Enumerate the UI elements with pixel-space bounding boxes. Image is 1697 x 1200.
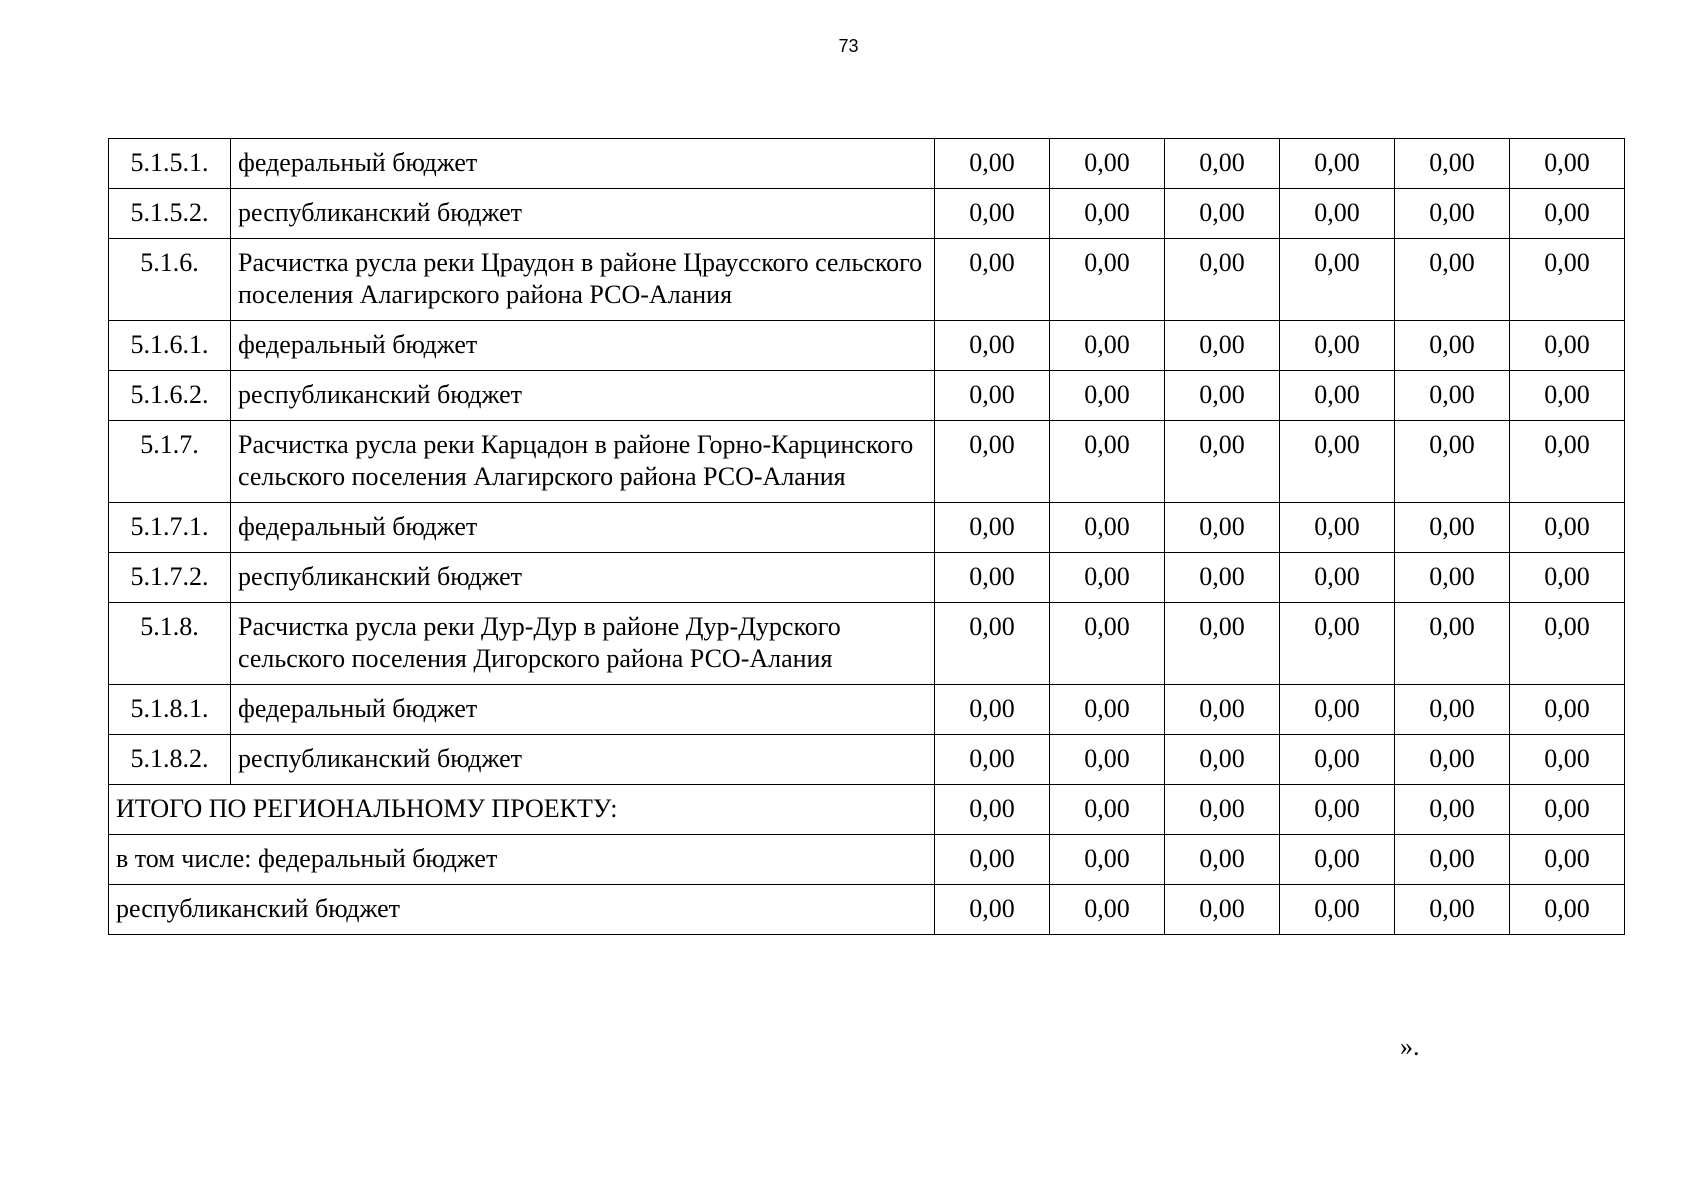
row-value-cell: 0,00 — [1395, 553, 1510, 603]
row-value-cell: 0,00 — [935, 685, 1050, 735]
totals-value-cell: 0,00 — [1510, 835, 1625, 885]
row-value-cell: 0,00 — [1050, 503, 1165, 553]
totals-value-cell: 0,00 — [1395, 835, 1510, 885]
row-value-cell: 0,00 — [935, 421, 1050, 503]
row-value-cell: 0,00 — [1510, 603, 1625, 685]
totals-label-cell: республиканский бюджет — [109, 885, 935, 935]
row-value-cell: 0,00 — [1050, 603, 1165, 685]
row-value-cell: 0,00 — [1165, 139, 1280, 189]
row-value-cell: 0,00 — [1395, 421, 1510, 503]
table-row — [109, 503, 1625, 553]
row-value-cell: 0,00 — [1510, 735, 1625, 785]
table-row — [109, 321, 1625, 371]
row-code-cell: 5.1.5.2. — [109, 189, 231, 239]
table-row — [109, 421, 1625, 503]
totals-value-cell: 0,00 — [1280, 885, 1395, 935]
row-code-cell: 5.1.6.2. — [109, 371, 231, 421]
row-code-cell: 5.1.7. — [109, 421, 231, 503]
row-name-cell: Расчистка русла реки Цраудон в районе Цраусского сельского поселения Алагирского района РСО-Алания — [231, 239, 935, 321]
row-value-cell: 0,00 — [935, 189, 1050, 239]
budget-table-body — [109, 139, 1625, 935]
row-value-cell: 0,00 — [1510, 553, 1625, 603]
row-value-cell: 0,00 — [1280, 421, 1395, 503]
totals-value-cell: 0,00 — [1280, 835, 1395, 885]
row-value-cell: 0,00 — [935, 553, 1050, 603]
row-code-cell: 5.1.8.2. — [109, 735, 231, 785]
row-value-cell: 0,00 — [1280, 189, 1395, 239]
totals-row — [109, 835, 1625, 885]
row-value-cell: 0,00 — [1280, 503, 1395, 553]
page-number: 73 — [838, 36, 859, 56]
row-value-cell: 0,00 — [935, 503, 1050, 553]
row-value-cell: 0,00 — [1050, 239, 1165, 321]
totals-row — [109, 785, 1625, 835]
row-name-cell: Расчистка русла реки Карцадон в районе Горно-Карцинского сельского поселения Алагирского района РСО-Алания — [231, 421, 935, 503]
row-value-cell: 0,00 — [1510, 421, 1625, 503]
table-row — [109, 685, 1625, 735]
budget-table — [108, 138, 1625, 935]
row-name-cell: республиканский бюджет — [231, 189, 935, 239]
totals-value-cell: 0,00 — [1510, 785, 1625, 835]
row-value-cell: 0,00 — [1395, 735, 1510, 785]
totals-value-cell: 0,00 — [935, 835, 1050, 885]
row-value-cell: 0,00 — [1395, 603, 1510, 685]
totals-value-cell: 0,00 — [1395, 785, 1510, 835]
totals-label-cell: ИТОГО ПО РЕГИОНАЛЬНОМУ ПРОЕКТУ: — [109, 785, 935, 835]
row-value-cell: 0,00 — [1280, 603, 1395, 685]
row-value-cell: 0,00 — [1165, 603, 1280, 685]
row-name-cell: республиканский бюджет — [231, 371, 935, 421]
totals-label-cell: в том числе: федеральный бюджет — [109, 835, 935, 885]
row-value-cell: 0,00 — [1050, 189, 1165, 239]
row-value-cell: 0,00 — [1050, 685, 1165, 735]
table-row — [109, 239, 1625, 321]
row-value-cell: 0,00 — [1165, 189, 1280, 239]
row-value-cell: 0,00 — [1165, 239, 1280, 321]
row-value-cell: 0,00 — [1165, 421, 1280, 503]
row-value-cell: 0,00 — [1510, 239, 1625, 321]
totals-value-cell: 0,00 — [1050, 835, 1165, 885]
row-value-cell: 0,00 — [1280, 139, 1395, 189]
row-name-cell: федеральный бюджет — [231, 321, 935, 371]
totals-row — [109, 885, 1625, 935]
table-row — [109, 139, 1625, 189]
row-value-cell: 0,00 — [935, 603, 1050, 685]
row-value-cell: 0,00 — [935, 139, 1050, 189]
row-value-cell: 0,00 — [1280, 371, 1395, 421]
totals-value-cell: 0,00 — [1050, 785, 1165, 835]
row-code-cell: 5.1.7.1. — [109, 503, 231, 553]
row-value-cell: 0,00 — [1165, 685, 1280, 735]
totals-value-cell: 0,00 — [1165, 835, 1280, 885]
table-row — [109, 735, 1625, 785]
row-code-cell: 5.1.5.1. — [109, 139, 231, 189]
row-value-cell: 0,00 — [935, 735, 1050, 785]
row-value-cell: 0,00 — [1395, 139, 1510, 189]
row-value-cell: 0,00 — [1280, 239, 1395, 321]
row-code-cell: 5.1.6. — [109, 239, 231, 321]
totals-value-cell: 0,00 — [1280, 785, 1395, 835]
row-code-cell: 5.1.8. — [109, 603, 231, 685]
row-value-cell: 0,00 — [1395, 239, 1510, 321]
row-value-cell: 0,00 — [1050, 735, 1165, 785]
row-value-cell: 0,00 — [1050, 321, 1165, 371]
totals-value-cell: 0,00 — [1165, 885, 1280, 935]
table-row — [109, 371, 1625, 421]
row-value-cell: 0,00 — [1165, 735, 1280, 785]
totals-value-cell: 0,00 — [1395, 885, 1510, 935]
row-value-cell: 0,00 — [1050, 371, 1165, 421]
row-value-cell: 0,00 — [1395, 189, 1510, 239]
row-value-cell: 0,00 — [1280, 735, 1395, 785]
row-value-cell: 0,00 — [1165, 371, 1280, 421]
row-value-cell: 0,00 — [1510, 139, 1625, 189]
totals-value-cell: 0,00 — [1510, 885, 1625, 935]
row-value-cell: 0,00 — [1395, 321, 1510, 371]
row-value-cell: 0,00 — [1395, 503, 1510, 553]
row-name-cell: республиканский бюджет — [231, 735, 935, 785]
row-code-cell: 5.1.6.1. — [109, 321, 231, 371]
table-row — [109, 553, 1625, 603]
table-row — [109, 603, 1625, 685]
row-value-cell: 0,00 — [935, 321, 1050, 371]
row-value-cell: 0,00 — [1280, 553, 1395, 603]
row-value-cell: 0,00 — [1395, 371, 1510, 421]
row-value-cell: 0,00 — [1165, 553, 1280, 603]
row-value-cell: 0,00 — [935, 371, 1050, 421]
row-name-cell: федеральный бюджет — [231, 503, 935, 553]
row-value-cell: 0,00 — [1510, 321, 1625, 371]
row-name-cell: федеральный бюджет — [231, 685, 935, 735]
row-value-cell: 0,00 — [1050, 421, 1165, 503]
row-value-cell: 0,00 — [1165, 321, 1280, 371]
totals-value-cell: 0,00 — [1165, 785, 1280, 835]
totals-value-cell: 0,00 — [935, 885, 1050, 935]
row-name-cell: федеральный бюджет — [231, 139, 935, 189]
row-code-cell: 5.1.8.1. — [109, 685, 231, 735]
row-value-cell: 0,00 — [1280, 321, 1395, 371]
row-name-cell: республиканский бюджет — [231, 553, 935, 603]
row-name-cell: Расчистка русла реки Дур-Дур в районе Дур-Дурского сельского поселения Дигорского района РСО-Алания — [231, 603, 935, 685]
row-value-cell: 0,00 — [1165, 503, 1280, 553]
closing-quote-mark: ». — [1400, 1032, 1420, 1061]
row-value-cell: 0,00 — [1050, 139, 1165, 189]
row-value-cell: 0,00 — [1280, 685, 1395, 735]
row-code-cell: 5.1.7.2. — [109, 553, 231, 603]
row-value-cell: 0,00 — [1510, 685, 1625, 735]
totals-value-cell: 0,00 — [935, 785, 1050, 835]
row-value-cell: 0,00 — [1510, 189, 1625, 239]
row-value-cell: 0,00 — [1510, 503, 1625, 553]
table-row — [109, 189, 1625, 239]
row-value-cell: 0,00 — [1510, 371, 1625, 421]
totals-value-cell: 0,00 — [1050, 885, 1165, 935]
row-value-cell: 0,00 — [935, 239, 1050, 321]
row-value-cell: 0,00 — [1050, 553, 1165, 603]
row-value-cell: 0,00 — [1395, 685, 1510, 735]
